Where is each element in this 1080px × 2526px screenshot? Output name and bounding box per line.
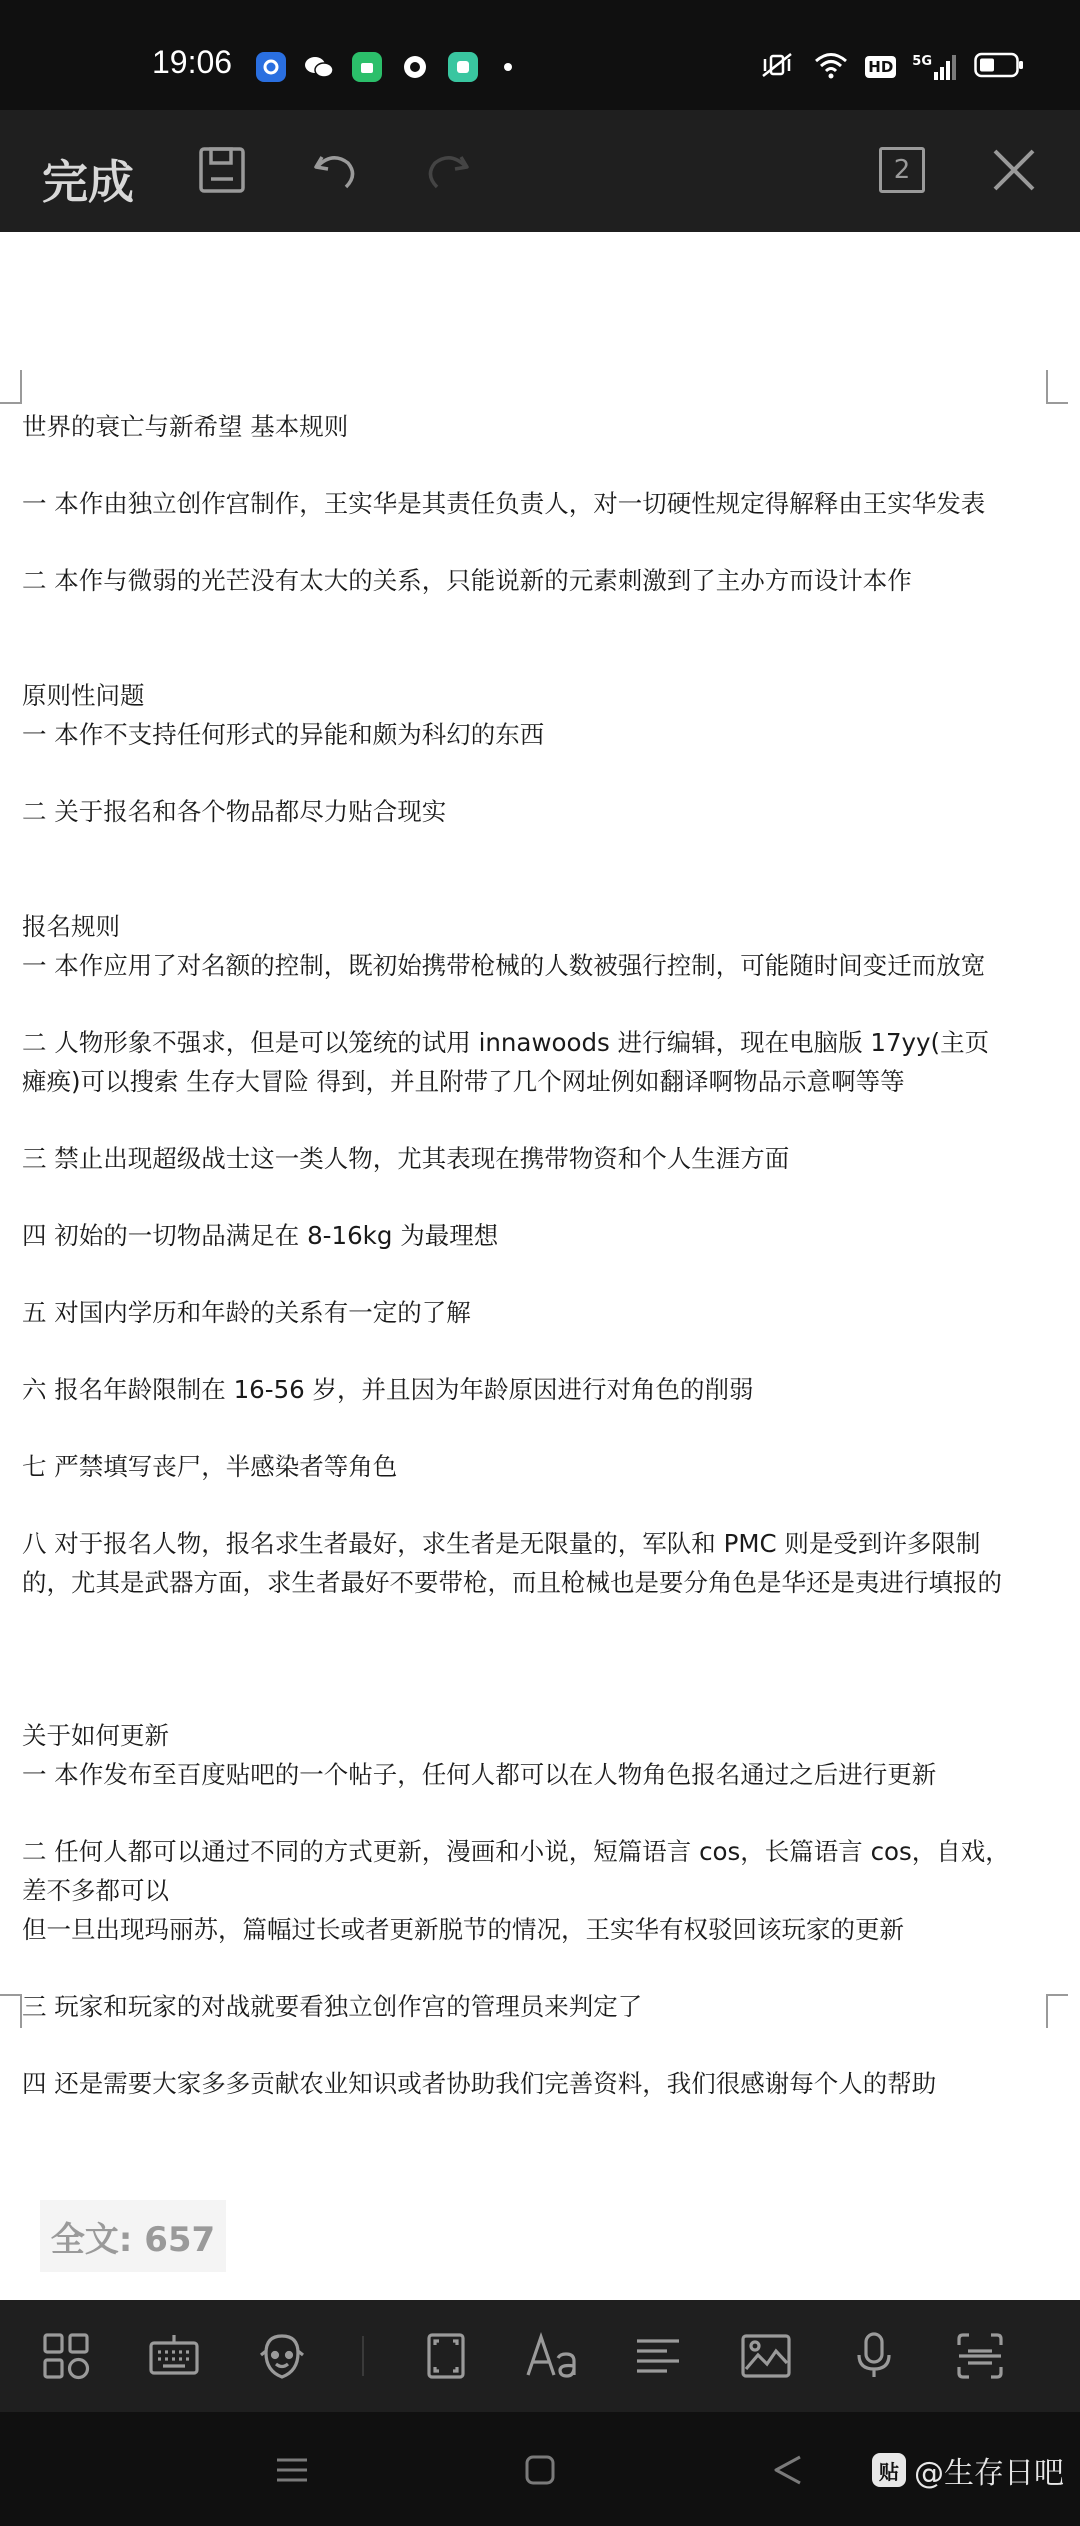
page-margin-marker-bottom-left bbox=[0, 1994, 22, 2028]
scan-text-icon[interactable] bbox=[952, 2328, 1008, 2384]
doc-line: 但一旦出现玛丽苏，篇幅过长或者更新脱节的情况，王实华有权驳回该玩家的更新 bbox=[22, 1915, 904, 1944]
doc-line: 一 本作发布至百度贴吧的一个帖子，任何人都可以在人物角色报名通过之后进行更新 bbox=[22, 1760, 937, 1789]
doc-line: 一 本作应用了对名额的控制，既初始携带枪械的人数被强行控制，可能随时间变迁而放宽 bbox=[22, 951, 986, 980]
doc-line: 原则性问题 bbox=[22, 681, 145, 710]
redo-icon[interactable] bbox=[418, 140, 478, 200]
home-icon[interactable] bbox=[518, 2448, 562, 2492]
doc-line: 三 玩家和玩家的对战就要看独立创作宫的管理员来判定了 bbox=[22, 1992, 643, 2021]
doc-line: 报名规则 bbox=[22, 912, 120, 941]
word-count-label: 全文: 657 bbox=[40, 2200, 226, 2272]
image-icon[interactable] bbox=[738, 2328, 794, 2384]
status-bar bbox=[0, 0, 1080, 110]
doc-line: 的，尤其是武器方面，求生者最好不要带枪，而且枪械也是要分角色是华还是夷进行填报的 bbox=[22, 1568, 1002, 1597]
save-icon[interactable] bbox=[192, 140, 252, 200]
doc-line: 瘫痪)可以搜索 生存大冒险 得到，并且附带了几个网址例如翻译啊物品示意啊等等 bbox=[22, 1067, 905, 1096]
hd-icon: HD bbox=[865, 56, 896, 78]
mute-vibrate-icon bbox=[757, 50, 797, 84]
doc-line: 八 对于报名人物，报名求生者最好，求生者是无限量的，军队和 PMC 则是受到许多限制 bbox=[22, 1529, 981, 1558]
doc-line: 四 初始的一切物品满足在 8-16kg 为最理想 bbox=[22, 1221, 499, 1250]
app-c-icon bbox=[352, 52, 382, 82]
emoji-icon[interactable] bbox=[254, 2328, 310, 2384]
page-margin-marker-top-left bbox=[0, 370, 22, 404]
app-d-icon bbox=[400, 52, 430, 82]
doc-line: 二 任何人都可以通过不同的方式更新，漫画和小说，短篇语言 cos，长篇语言 cos，自戏， bbox=[22, 1837, 1010, 1866]
doc-line: 二 关于报名和各个物品都尽力贴合现实 bbox=[22, 797, 447, 826]
status-app-icons bbox=[256, 52, 512, 82]
toolbar-divider bbox=[362, 2336, 364, 2376]
page-count-label: 2 bbox=[879, 147, 925, 193]
align-icon[interactable] bbox=[630, 2328, 686, 2384]
doc-line: 二 本作与微弱的光芒没有太大的关系，只能说新的元素刺激到了主办方而设计本作 bbox=[22, 566, 912, 595]
doc-line: 一 本作不支持任何形式的异能和颇为科幻的东西 bbox=[22, 720, 545, 749]
page-margin-marker-bottom-right bbox=[1046, 1994, 1068, 2028]
signal-label: 5G bbox=[912, 54, 932, 69]
back-icon[interactable] bbox=[766, 2448, 810, 2492]
menu-icon[interactable] bbox=[270, 2448, 314, 2492]
doc-line: 差不多都可以 bbox=[22, 1876, 169, 1905]
doc-line: 四 还是需要大家多多贡献农业知识或者协助我们完善资料，我们很感谢每个人的帮助 bbox=[22, 2069, 937, 2098]
doc-line: 世界的衰亡与新希望 基本规则 bbox=[22, 412, 349, 441]
app-a-icon bbox=[256, 52, 286, 82]
status-indicators bbox=[757, 50, 1024, 84]
watermark bbox=[872, 2448, 1064, 2492]
undo-icon[interactable] bbox=[305, 140, 365, 200]
doc-line: 五 对国内学历和年龄的关系有一定的了解 bbox=[22, 1298, 471, 1327]
close-icon[interactable] bbox=[984, 140, 1044, 200]
format-toolbar bbox=[0, 2300, 1080, 2412]
editor-toolbar bbox=[0, 110, 1080, 232]
keyboard-icon[interactable] bbox=[146, 2328, 202, 2384]
page-margin-marker-top-right bbox=[1046, 370, 1068, 404]
doc-line: 二 人物形象不强求，但是可以笼统的试用 innawoods 进行编辑，现在电脑版 17yy(主页 bbox=[22, 1028, 990, 1057]
done-button[interactable]: 完成 bbox=[42, 155, 134, 209]
doc-line: 关于如何更新 bbox=[22, 1721, 169, 1750]
font-style-icon[interactable] bbox=[524, 2328, 580, 2384]
system-nav-bar bbox=[0, 2412, 1080, 2526]
wechat-icon bbox=[304, 52, 334, 82]
more-notifications-dot bbox=[504, 63, 512, 71]
doc-line: 六 报名年龄限制在 16-56 岁，并且因为年龄原因进行对角色的削弱 bbox=[22, 1375, 754, 1404]
app-e-icon bbox=[448, 52, 478, 82]
layout-icon[interactable] bbox=[38, 2328, 94, 2384]
tieba-logo-icon: 贴 bbox=[872, 2453, 906, 2487]
wifi-icon bbox=[813, 51, 849, 83]
doc-line: 一 本作由独立创作宫制作，王实华是其责任负责人，对一切硬性规定得解释由王实华发表 bbox=[22, 489, 986, 518]
fullscreen-icon[interactable] bbox=[418, 2328, 474, 2384]
status-time: 19:06 bbox=[152, 44, 233, 80]
5g-signal-icon bbox=[912, 54, 958, 80]
battery-icon bbox=[974, 52, 1024, 82]
doc-line: 七 严禁填写丧尸，半感染者等角色 bbox=[22, 1452, 398, 1481]
document-page[interactable] bbox=[0, 232, 1080, 2300]
watermark-text: @生存日吧 bbox=[914, 2456, 1064, 2491]
doc-line: 三 禁止出现超级战士这一类人物，尤其表现在携带物资和个人生涯方面 bbox=[22, 1144, 790, 1173]
page-count-button[interactable] bbox=[872, 140, 932, 200]
microphone-icon[interactable] bbox=[846, 2328, 902, 2384]
